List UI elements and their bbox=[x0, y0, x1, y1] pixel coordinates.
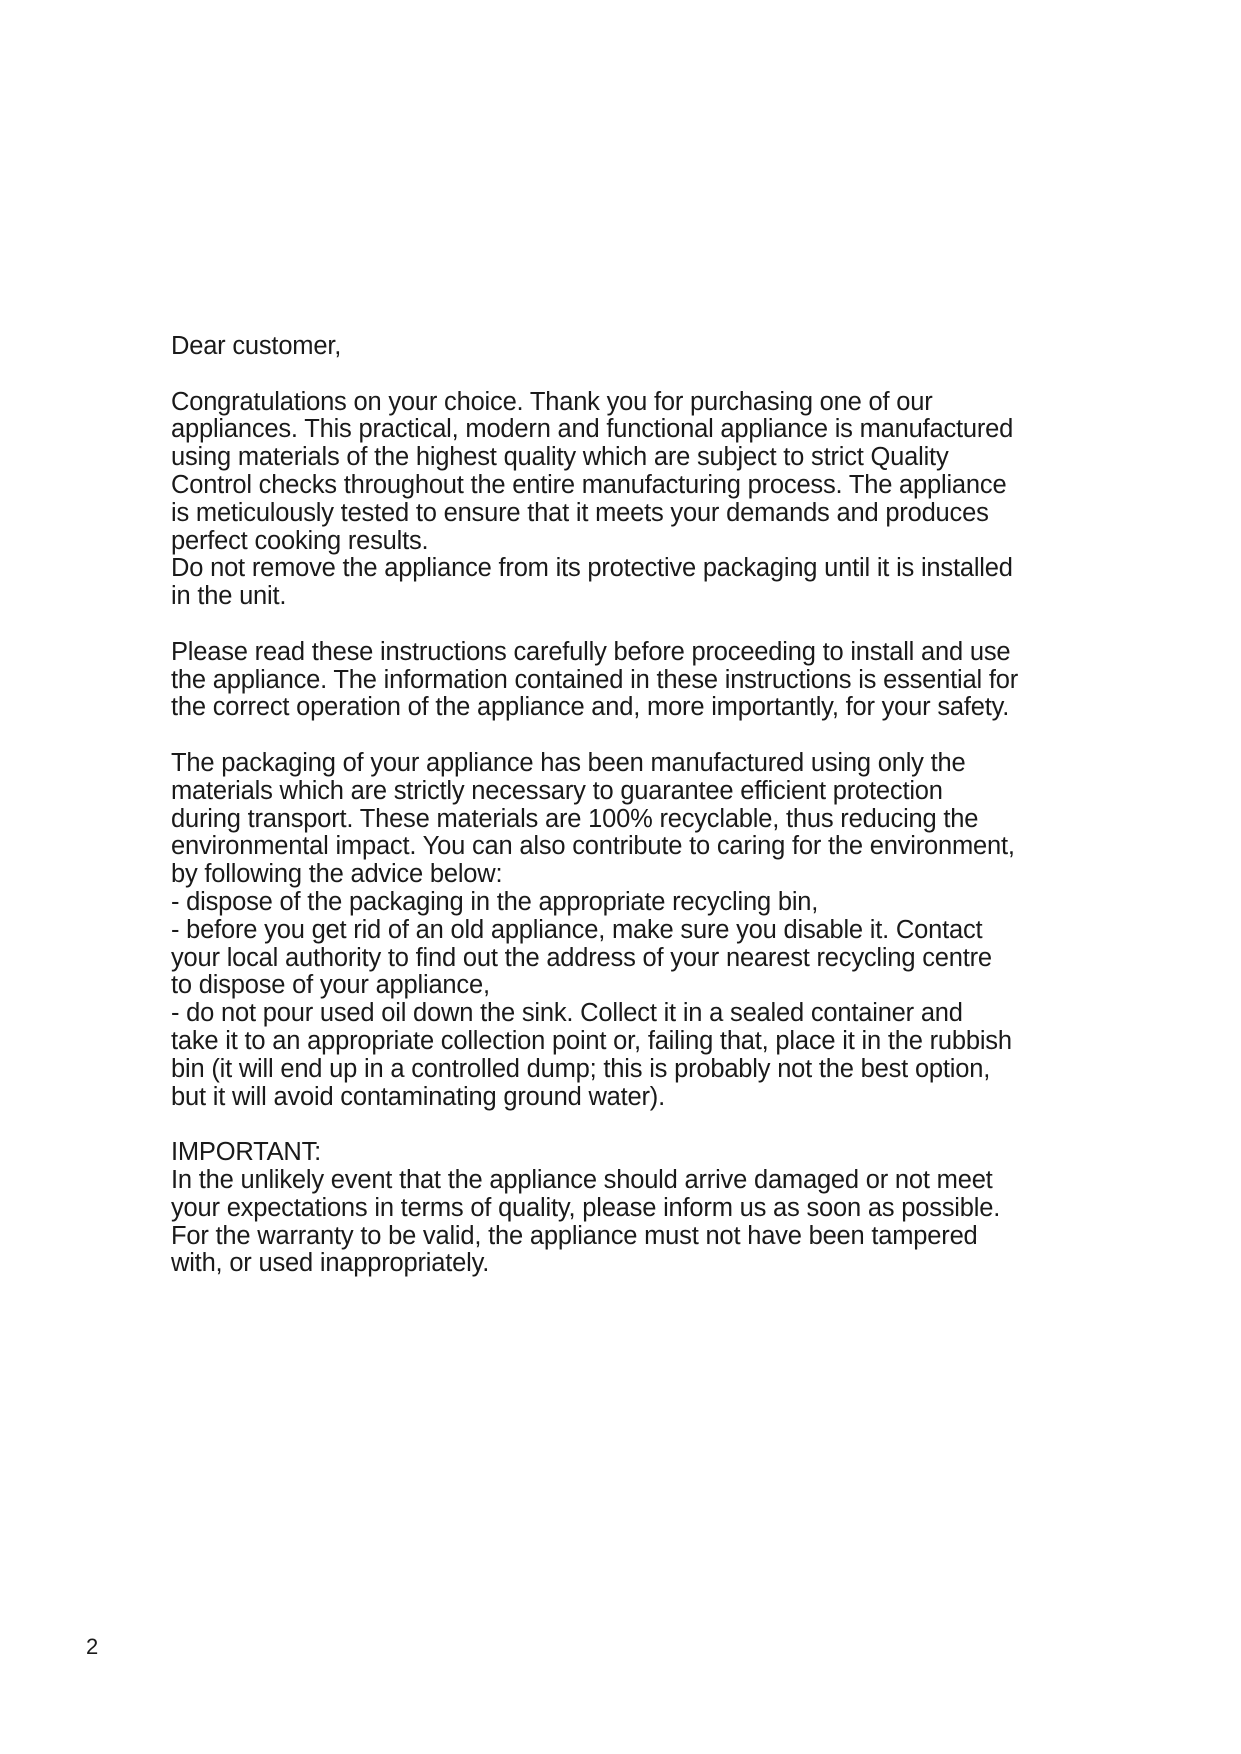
text-line: your local authority to find out the address of your nearest recycling centre bbox=[171, 943, 992, 972]
text-line: materials which are strictly necessary to guarantee efficient protection bbox=[171, 776, 943, 805]
text-line: Congratulations on your choice. Thank you for purchasing one of our bbox=[171, 387, 933, 416]
text-line: For the warranty to be valid, the appliance must not have been tampered bbox=[171, 1221, 978, 1250]
text-line: perfect cooking results. bbox=[171, 526, 429, 555]
text-line: Please read these instructions carefully before proceeding to install and use bbox=[171, 637, 1011, 666]
text-line: bin (it will end up in a controlled dump; this is probably not the best option, bbox=[171, 1054, 991, 1083]
packaging-paragraph bbox=[171, 750, 1101, 1111]
text-line: The packaging of your appliance has been manufactured using only the bbox=[171, 748, 966, 777]
document-body bbox=[171, 333, 1101, 1278]
text-line: using materials of the highest quality which are subject to strict Quality bbox=[171, 443, 949, 472]
text-line: is meticulously tested to ensure that it meets your demands and produces bbox=[171, 498, 989, 527]
list-item: - do not pour used oil down the sink. Collect it in a sealed container and bbox=[171, 999, 963, 1028]
text-line: the appliance. The information contained in these instructions is essential for bbox=[171, 665, 1018, 694]
warranty-paragraph bbox=[171, 1167, 1101, 1278]
paragraph-spacer bbox=[171, 361, 1101, 389]
page-number: 2 bbox=[86, 1634, 99, 1659]
text-line: take it to an appropriate collection point or, failing that, place it in the rubbish bbox=[171, 1026, 1012, 1055]
text-line: with, or used inappropriately. bbox=[171, 1249, 490, 1278]
text-line: Control checks throughout the entire manufacturing process. The appliance bbox=[171, 470, 1007, 499]
text-line: by following the advice below: bbox=[171, 860, 503, 889]
greeting: Dear customer, bbox=[171, 332, 342, 360]
text-line: to dispose of your appliance, bbox=[171, 971, 490, 1000]
text-line: your expectations in terms of quality, please inform us as soon as possible. bbox=[171, 1193, 1001, 1222]
text-line: environmental impact. You can also contribute to caring for the environment, bbox=[171, 832, 1015, 861]
text-line: the correct operation of the appliance and, more importantly, for your safety. bbox=[171, 693, 1010, 722]
important-heading: IMPORTANT: bbox=[171, 1138, 322, 1167]
text-line: during transport. These materials are 100% recyclable, thus reducing the bbox=[171, 804, 979, 833]
paragraph-spacer bbox=[171, 722, 1101, 750]
instructions-paragraph bbox=[171, 639, 1101, 722]
text-line: In the unlikely event that the appliance should arrive damaged or not meet bbox=[171, 1165, 993, 1194]
text-line: but it will avoid contaminating ground water). bbox=[171, 1082, 665, 1111]
text-line: appliances. This practical, modern and functional appliance is manufactured bbox=[171, 415, 1014, 444]
paragraph-spacer bbox=[171, 1111, 1101, 1139]
list-item: - before you get rid of an old appliance, make sure you disable it. Contact bbox=[171, 915, 983, 944]
intro-paragraph bbox=[171, 389, 1101, 611]
paragraph-spacer bbox=[171, 611, 1101, 639]
text-line: Do not remove the appliance from its protective packaging until it is installed bbox=[171, 554, 1013, 583]
list-item: - dispose of the packaging in the appropriate recycling bin, bbox=[171, 887, 819, 916]
text-line: in the unit. bbox=[171, 582, 287, 611]
